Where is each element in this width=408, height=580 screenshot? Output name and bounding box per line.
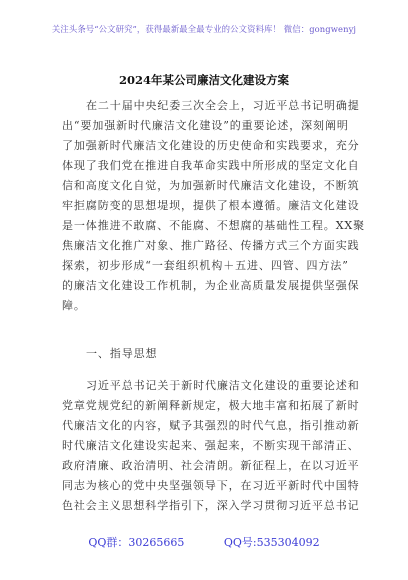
text-line: 政府清廉、政治清明、社会清朗。新征程上，在以习近平 [62, 459, 360, 472]
text-line: 出“要加强新时代廉洁文化建设”的重要论述，深刻阐明 [62, 119, 349, 132]
text-line: 是一体推进不敢腐、不能腐、不想腐的基础性工程。XX聚 [62, 219, 366, 232]
document-title: 2024年某公司廉洁文化建设方案 [118, 73, 289, 87]
text-line: 代廉洁文化的内容，赋予其强烈的时代气息，指引推动新 [62, 419, 360, 432]
footer-qq-number: QQ号:535304092 [223, 536, 320, 549]
text-line: 同志为核心的党中央坚强领导下，在习近平新时代中国特 [62, 479, 360, 492]
text-line: 焦廉洁文化推广对象、推广路径、传播方式三个方面实践 [62, 239, 360, 252]
text-line: 探索，初步形成“一套组织机构＋五进、四管、四方法” [62, 259, 349, 272]
text-line: 的廉洁文化建设工作机制，为企业高质量发展提供坚强保 [62, 279, 360, 292]
footer-contact [0, 534, 408, 550]
text-line: 体现了我们党在推进自我革命实践中所形成的坚定文化自 [62, 159, 360, 172]
text-line: 了加强新时代廉洁文化建设的历史使命和实践要求，充分 [62, 139, 360, 152]
paragraph-guiding-ideology [62, 376, 360, 516]
paragraph-intro [62, 96, 366, 316]
text-line: 党章党规党纪的新阐释新规定，极大地丰富和拓展了新时 [62, 399, 360, 412]
text-line: 在二十届中央纪委三次全会上，习近平总书记明确提 [86, 99, 360, 112]
text-line: 色社会主义思想科学指引下，深入学习贯彻习近平总书记 [62, 499, 360, 512]
text-line: 障。 [62, 299, 86, 312]
text-line: 习近平总书记关于新时代廉洁文化建设的重要论述和 [86, 379, 360, 392]
header-promo-note: 关注头条号“公文研究”，获得最新最全最专业的公文资料库！ 微信：gongwenyj [51, 24, 357, 34]
text-line: 牢拒腐防变的思想堤坝，提供了根本遵循。廉洁文化建设 [62, 199, 360, 212]
footer-qq-group: QQ群：30265665 [88, 536, 185, 549]
text-line: 时代廉洁文化建设实起来、强起来，不断实现干部清正、 [62, 439, 360, 452]
section-heading-guiding-ideology: 一、指导思想 [86, 347, 158, 360]
text-line: 信和高度文化自觉，为加强新时代廉洁文化建设，不断筑 [62, 179, 360, 192]
